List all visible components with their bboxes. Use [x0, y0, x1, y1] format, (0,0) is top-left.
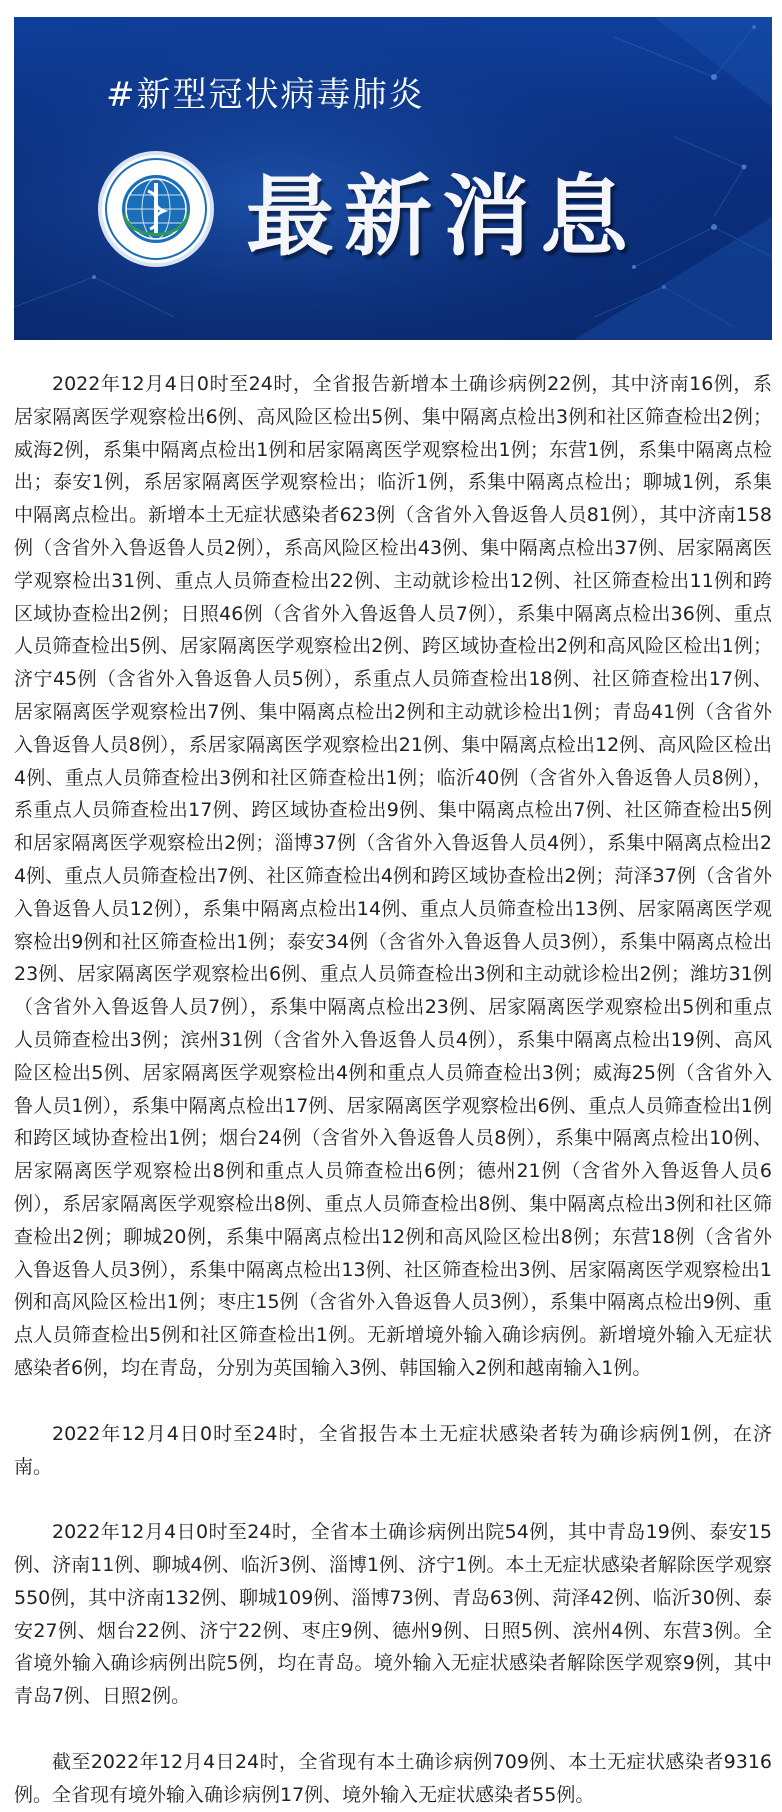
hashtag-title: #新型冠状病毒肺炎 [106, 75, 425, 115]
headline-latest-news: 最新消息 [246, 165, 639, 268]
paragraph-new-cases: 2022年12月4日0时至24时，全省报告新增本土确诊病例22例，其中济南16例，系居家隔离医学观察检出6例、高风险区检出5例、集中隔离点检出3例和社区筛查检出2例；威海2例，系集中隔离点检出1例和居家隔离医学观察检出1例；东营1例，系集中隔离点检出；泰安1例，系居家隔离医学观察检出；临沂1例，系集中隔离点检出；聊城1例，系集中隔离点检出。新增本土无症状感染者623例（含省外入鲁返鲁人员81例），其中济南158例（含省外入鲁返鲁人员2例），系高风险区检出43例、集中隔离点检出37例、居家隔离医学观察检出31例、重点人员筛查检出22例、主动就诊检出12例、社区筛查检出11例和跨区域协查检出2例；日照46例（含省外入鲁返鲁人员7例），系集中隔离点检出36例、重点人员筛查检出5例、居家隔离医学观察检出2例、跨区域协查检出2例和高风险区检出1例；济宁45例（含省外入鲁返鲁人员5例），系重点人员筛查检出18例、社区筛查检出17例、居家隔离医学观察检出7例、集中隔离点检出2例和主动就诊检出1例；青岛41例（含省外入鲁返鲁人员8例），系居家隔离医学观察检出21例、集中隔离点检出12例、高风险区检出4例、重点人员筛查检出3例和社区筛查检出1例；临沂40例（含省外入鲁返鲁人员8例），系重点人员筛查检出17例、跨区域协查检出9例、集中隔离点检出7例、社区筛查检出5例和居家隔离医学观察检出2例；淄博37例（含省外入鲁返鲁人员4例），系集中隔离点检出24例、重点人员筛查检出7例、社区筛查检出4例和跨区域协查检出2例；菏泽37例（含省外入鲁返鲁人员12例），系集中隔离点检出14例、重点人员筛查检出13例、居家隔离医学观察检出9例和社区筛查检出1例；泰安34例（含省外入鲁返鲁人员3例），系集中隔离点检出23例、居家隔离医学观察检出6例、重点人员筛查检出3例和主动就诊检出2例；潍坊31例（含省外入鲁返鲁人员7例），系集中隔离点检出23例、居家隔离医学观察检出5例和重点人员筛查检出3例；滨州31例（含省外入鲁返鲁人员4例），系集中隔离点检出19例、高风险区检出5例、居家隔离医学观察检出4例和重点人员筛查检出3例；威海25例（含省外入鲁人员1例），系集中隔离点检出17例、居家隔离医学观察检出6例、重点人员筛查检出1例和跨区域协查检出1例；烟台24例（含省外入鲁返鲁人员8例），系集中隔离点检出10例、居家隔离医学观察检出8例和重点人员筛查检出6例；德州21例（含省外入鲁返鲁人员6例），系居家隔离医学观察检出8例、重点人员筛查检出8例、集中隔离点检出3例和社区筛查检出2例；聊城20例，系集中隔离点检出12例和高风险区检出8例；东营18例（含省外入鲁返鲁人员3例），系集中隔离点检出13例、社区筛查检出3例、居家隔离医学观察检出1例和高风险区检出1例；枣庄15例（含省外入鲁返鲁人员3例），系集中隔离点检出9例、重点人员筛查检出5例和社区筛查检出1例。无新增境外输入确诊病例。新增境外输入无症状感染者6例，均在青岛，分别为英国输入3例、韩国输入2例和越南输入1例。 [14, 373, 772, 1379]
header-banner [14, 17, 772, 340]
paragraph-discharged: 2022年12月4日0时至24时，全省本土确诊病例出院54例，其中青岛19例、泰安15例、济南11例、聊城4例、临沂3例、淄博1例、济宁1例。本土无症状感染者解除医学观察550例，其中济南132例、聊城109例、淄博73例、青岛63例、菏泽42例、临沂30例、泰安27例、烟台22例、济宁22例、枣庄9例、德州9例、日照5例、滨州4例、东营3例。全省境外输入确诊病例出院5例，均在青岛。境外输入无症状感染者解除医学观察9例，其中青岛7例、日照2例。 [14, 1521, 772, 1708]
paragraph-converted-cases: 2022年12月4日0时至24时，全省报告本土无症状感染者转为确诊病例1例，在济南。 [14, 1422, 772, 1478]
health-emblem-icon [102, 155, 210, 263]
health-commission-logo [98, 151, 214, 267]
paragraph-current-totals: 截至2022年12月4日24时，全省现有本土确诊病例709例、本土无症状感染者9316例。全省现有境外输入确诊病例17例、境外输入无症状感染者55例。 [14, 1751, 772, 1806]
article-body [14, 368, 772, 1812]
